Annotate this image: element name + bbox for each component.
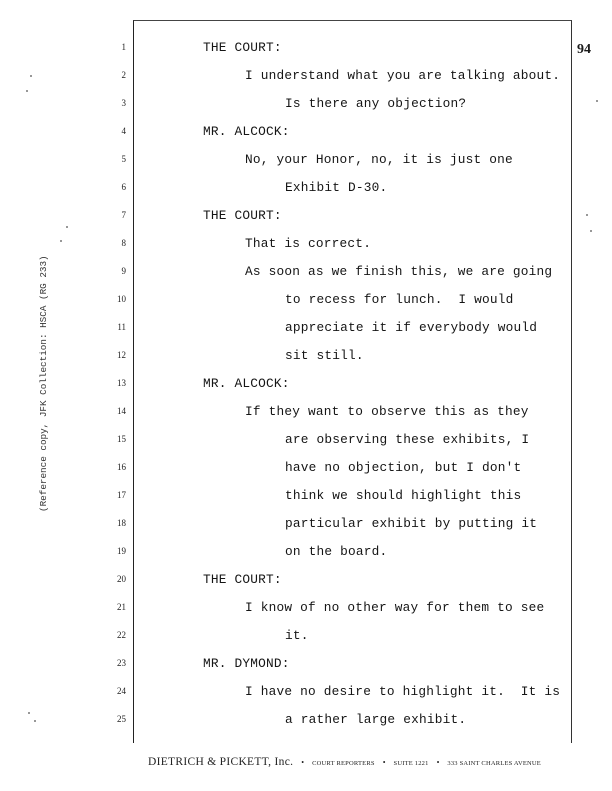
line-number: 18 (117, 518, 126, 528)
transcript-line: sit still. (285, 348, 364, 363)
line-number: 7 (121, 210, 126, 220)
footer-separator: • (382, 758, 386, 767)
speaker-label: THE COURT: (203, 40, 282, 55)
line-number: 1 (121, 42, 126, 52)
line-number: 21 (117, 602, 126, 612)
transcript-line: are observing these exhibits, I (285, 432, 530, 447)
transcript-line: As soon as we finish this, we are going (245, 264, 553, 279)
line-number: 24 (117, 686, 126, 696)
scan-speck (34, 720, 36, 722)
line-number: 5 (121, 154, 126, 164)
transcript-line: I understand what you are talking about. (245, 68, 561, 83)
scan-speck (586, 214, 588, 216)
line-number: 6 (121, 182, 126, 192)
transcript-line: a rather large exhibit. (285, 712, 467, 727)
firm-suite: SUITE 1221 (393, 760, 429, 767)
line-number: 9 (121, 266, 126, 276)
line-number: 3 (121, 98, 126, 108)
speaker-label: THE COURT: (203, 572, 282, 587)
speaker-label: MR. DYMOND: (203, 656, 290, 671)
transcript-line: have no objection, but I don't (285, 460, 522, 475)
transcript-line: I have no desire to highlight it. It is (245, 684, 561, 699)
scan-speck (590, 230, 592, 232)
scan-speck (30, 75, 32, 77)
transcript-line: it. (285, 628, 309, 643)
line-number: 22 (117, 630, 126, 640)
line-number: 13 (117, 378, 126, 388)
speaker-label: THE COURT: (203, 208, 282, 223)
line-number: 10 (117, 294, 126, 304)
page-footer (148, 752, 541, 770)
line-number: 16 (117, 462, 126, 472)
transcript-line: That is correct. (245, 236, 372, 251)
footer-separator: • (436, 758, 440, 767)
line-number: 20 (117, 574, 126, 584)
transcript-line: to recess for lunch. I would (285, 292, 514, 307)
line-number: 25 (117, 714, 126, 724)
line-number: 8 (121, 238, 126, 248)
transcript-frame (133, 20, 572, 743)
line-number: 4 (121, 126, 126, 136)
line-number: 17 (117, 490, 126, 500)
transcript-line: Exhibit D-30. (285, 180, 388, 195)
transcript-line: I know of no other way for them to see (245, 600, 545, 615)
reference-stamp: (Reference copy, JFK Collection: HSCA (RG 233) (38, 255, 49, 512)
scan-speck (60, 240, 62, 242)
firm-name: DIETRICH & PICKETT, Inc. (148, 756, 294, 768)
line-number: 12 (117, 350, 126, 360)
speaker-label: MR. ALCOCK: (203, 124, 290, 139)
scan-speck (26, 90, 28, 92)
line-number: 15 (117, 434, 126, 444)
transcript-line: appreciate it if everybody would (285, 320, 538, 335)
page-number: 94 (577, 42, 591, 57)
scan-speck (66, 226, 68, 228)
transcript-line: If they want to observe this as they (245, 404, 529, 419)
transcript-line: No, your Honor, no, it is just one (245, 152, 513, 167)
line-number: 2 (121, 70, 126, 80)
line-number: 11 (117, 322, 126, 332)
line-number: 23 (117, 658, 126, 668)
transcript-line: particular exhibit by putting it (285, 516, 538, 531)
scan-speck (596, 100, 598, 102)
firm-role: COURT REPORTERS (312, 760, 375, 767)
transcript-line: think we should highlight this (285, 488, 522, 503)
scan-speck (28, 712, 30, 714)
line-number: 14 (117, 406, 126, 416)
transcript-line: on the board. (285, 544, 388, 559)
speaker-label: MR. ALCOCK: (203, 376, 290, 391)
firm-address: 333 SAINT CHARLES AVENUE (447, 760, 541, 767)
transcript-line: Is there any objection? (285, 96, 467, 111)
line-number: 19 (117, 546, 126, 556)
footer-separator: • (301, 758, 305, 767)
